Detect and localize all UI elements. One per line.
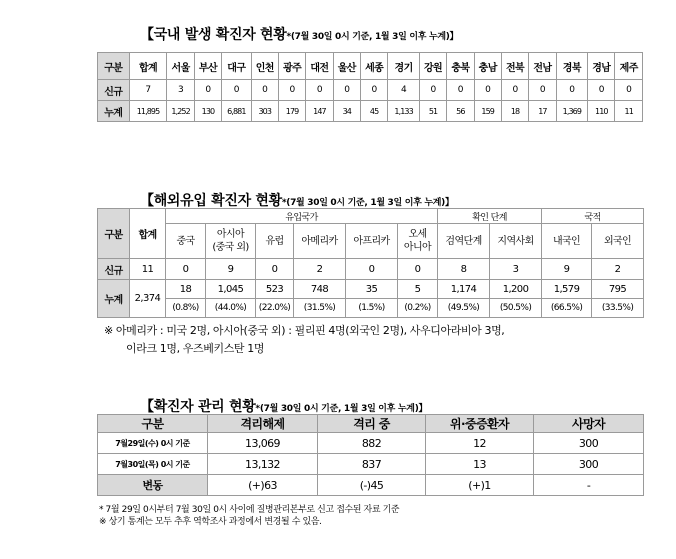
table-cell: 0 [556,80,588,101]
row-label: 7월29일(수) 0시 기준 [98,433,208,454]
table-cell: 0 [346,259,398,280]
table-cell: 7 [129,80,167,101]
footnote-1: * 7월 29일 0시부터 7월 30일 0시 사이에 질병관리본부로 신고 접수된 자료 기준 [99,505,400,515]
domestic-title-main: 【국내 발생 확진자 현황 [140,27,287,43]
table-cell: 4 [388,80,420,101]
category-label-sub: (중국 외) [212,242,249,253]
management-header: 구분 [98,415,208,433]
management-table [97,414,644,496]
domestic-header: 제주 [615,53,643,80]
table-cell: 45 [360,101,387,122]
group-nation: 국적 [542,209,644,224]
management-row-prev [98,433,644,454]
table-cell: 2 [294,259,346,280]
col-total: 합계 [130,209,166,259]
category-header [438,224,490,259]
category-label: 유럽 [265,235,284,247]
domestic-header: 충남 [474,53,501,80]
table-cell: 523 [256,280,294,299]
footnote-2: ※ 상기 통계는 모두 추후 역학조사 과정에서 변경될 수 있음. [99,517,322,527]
table-cell: 110 [588,101,615,122]
table-cell: (50.5%) [490,299,542,318]
domestic-header: 구분 [98,53,130,80]
domestic-header: 부산 [194,53,221,80]
category-label: 검역단계 [445,235,482,247]
table-cell: 1,045 [206,280,256,299]
table-cell: 0 [529,80,556,101]
management-title-main: 【확진자 관리 현황 [140,399,256,415]
category-header [294,224,346,259]
category-label: 아시아 [216,229,245,240]
col-gubun: 구분 [98,209,130,259]
overseas-category-row [98,224,644,259]
domestic-header: 경북 [556,53,588,80]
table-cell: 3 [167,80,194,101]
table-cell: 13,132 [208,454,318,475]
table-cell: 0 [333,80,360,101]
category-label: 지역사회 [497,235,534,247]
table-cell: 1,252 [167,101,194,122]
domestic-header: 경남 [588,53,615,80]
domestic-header: 대전 [306,53,333,80]
category-label: 내국인 [552,235,581,247]
table-cell: 11 [615,101,643,122]
table-cell: 18 [501,101,528,122]
category-header [256,224,294,259]
table-cell: - [534,475,644,496]
table-cell: 2 [592,259,644,280]
category-header [346,224,398,259]
table-cell: 0 [588,80,615,101]
table-cell: 0 [615,80,643,101]
domestic-header: 인천 [251,53,278,80]
table-cell: 12 [426,433,534,454]
table-cell: 35 [346,280,398,299]
table-cell: 1,200 [490,280,542,299]
category-header [542,224,592,259]
table-cell: 1,369 [556,101,588,122]
overseas-row-cumulative [98,280,644,299]
category-header [592,224,644,259]
table-cell: (+)63 [208,475,318,496]
row-label: 누계 [98,280,130,318]
domestic-header: 광주 [278,53,305,80]
domestic-header: 전남 [529,53,556,80]
overseas-row-percent [98,299,644,318]
table-cell: 0 [256,259,294,280]
table-cell: (33.5%) [592,299,644,318]
management-title-sub: *(7월 30일 0시 기준, 1월 3일 이후 누계)】 [255,404,428,414]
table-cell: (31.5%) [294,299,346,318]
table-cell: 1,174 [438,280,490,299]
table-cell: 300 [534,433,644,454]
overseas-title-main: 【해외유입 확진자 현황 [140,193,282,209]
table-cell: 6,881 [222,101,251,122]
table-cell: (0.2%) [398,299,438,318]
category-label: 중국 [176,235,195,247]
table-cell: 0 [166,259,206,280]
table-cell: 9 [206,259,256,280]
overseas-note-line2: 이라크 1명, 우즈베키스탄 1명 [126,342,265,355]
category-header [398,224,438,259]
table-cell: 0 [419,80,446,101]
domestic-table [97,52,643,122]
category-header [166,224,206,259]
table-cell: 0 [278,80,305,101]
table-cell: 2,374 [130,280,166,318]
domestic-header: 서울 [167,53,194,80]
domestic-header: 전북 [501,53,528,80]
table-cell: 8 [438,259,490,280]
overseas-row-new [98,259,644,280]
table-cell: 130 [194,101,221,122]
group-stage: 확인 단계 [438,209,542,224]
table-cell: (-)45 [318,475,426,496]
row-label: 변동 [98,475,208,496]
group-origin: 유입국가 [166,209,438,224]
category-label: 아프리카 [353,235,390,247]
overseas-group-row [98,209,644,224]
table-cell: 1,133 [388,101,420,122]
table-cell: 795 [592,280,644,299]
table-cell: 56 [447,101,474,122]
management-header: 격리해제 [208,415,318,433]
domestic-header: 충북 [447,53,474,80]
table-cell: 300 [534,454,644,475]
table-cell: 51 [419,101,446,122]
table-cell: (1.5%) [346,299,398,318]
overseas-note-line1: ※ 아메리카 : 미국 2명, 아시아(중국 외) : 필리핀 4명(외국인 2명), 사우디아라비아 3명, [104,324,505,337]
table-cell: 837 [318,454,426,475]
table-cell: 11,895 [129,101,167,122]
table-cell: 0 [398,259,438,280]
table-cell: 0 [222,80,251,101]
domestic-row-new [98,80,643,101]
overseas-table [97,208,644,318]
table-cell: 0 [447,80,474,101]
table-cell: 0 [306,80,333,101]
table-cell: 0 [474,80,501,101]
table-cell: 13 [426,454,534,475]
table-cell: 11 [130,259,166,280]
domestic-header-row [98,53,643,80]
table-cell: 0 [194,80,221,101]
domestic-header: 강원 [419,53,446,80]
management-header-row [98,415,644,433]
table-cell: 0 [501,80,528,101]
table-cell: 13,069 [208,433,318,454]
table-cell: 3 [490,259,542,280]
table-cell: 0 [251,80,278,101]
table-cell: 147 [306,101,333,122]
table-cell: (0.8%) [166,299,206,318]
category-header [206,224,256,259]
table-cell: 748 [294,280,346,299]
management-header: 위·중증환자 [426,415,534,433]
table-cell: 5 [398,280,438,299]
table-cell: 9 [542,259,592,280]
table-cell: 17 [529,101,556,122]
management-row-current [98,454,644,475]
row-label: 신규 [98,80,130,101]
table-cell: (49.5%) [438,299,490,318]
row-label: 신규 [98,259,130,280]
category-label: 외국인 [603,235,632,247]
table-cell: 179 [278,101,305,122]
table-cell: (44.0%) [206,299,256,318]
row-label: 7월30일(목) 0시 기준 [98,454,208,475]
table-cell: 1,579 [542,280,592,299]
table-cell: (66.5%) [542,299,592,318]
domestic-header: 울산 [333,53,360,80]
table-cell: 34 [333,101,360,122]
table-cell: (22.0%) [256,299,294,318]
overseas-title [140,190,454,210]
management-row-change [98,475,644,496]
table-cell: 0 [360,80,387,101]
domestic-header: 세종 [360,53,387,80]
domestic-row-cumulative [98,101,643,122]
domestic-header: 합계 [129,53,167,80]
domestic-header: 대구 [222,53,251,80]
overseas-title-sub: *(7월 30일 0시 기준, 1월 3일 이후 누계)】 [281,198,454,208]
table-cell: 18 [166,280,206,299]
domestic-title-sub: *(7월 30일 0시 기준, 1월 3일 이후 누계)】 [286,32,459,42]
management-header: 격리 중 [318,415,426,433]
category-label: 아메리카 [301,235,338,247]
category-header [490,224,542,259]
domestic-title [140,24,458,44]
table-cell: 159 [474,101,501,122]
table-cell: (+)1 [426,475,534,496]
category-label-sub: 아니아 [403,242,432,253]
domestic-header: 경기 [388,53,420,80]
table-cell: 303 [251,101,278,122]
management-header: 사망자 [534,415,644,433]
management-title [140,396,427,416]
table-cell: 882 [318,433,426,454]
row-label: 누계 [98,101,130,122]
category-label: 오세 [408,229,427,240]
